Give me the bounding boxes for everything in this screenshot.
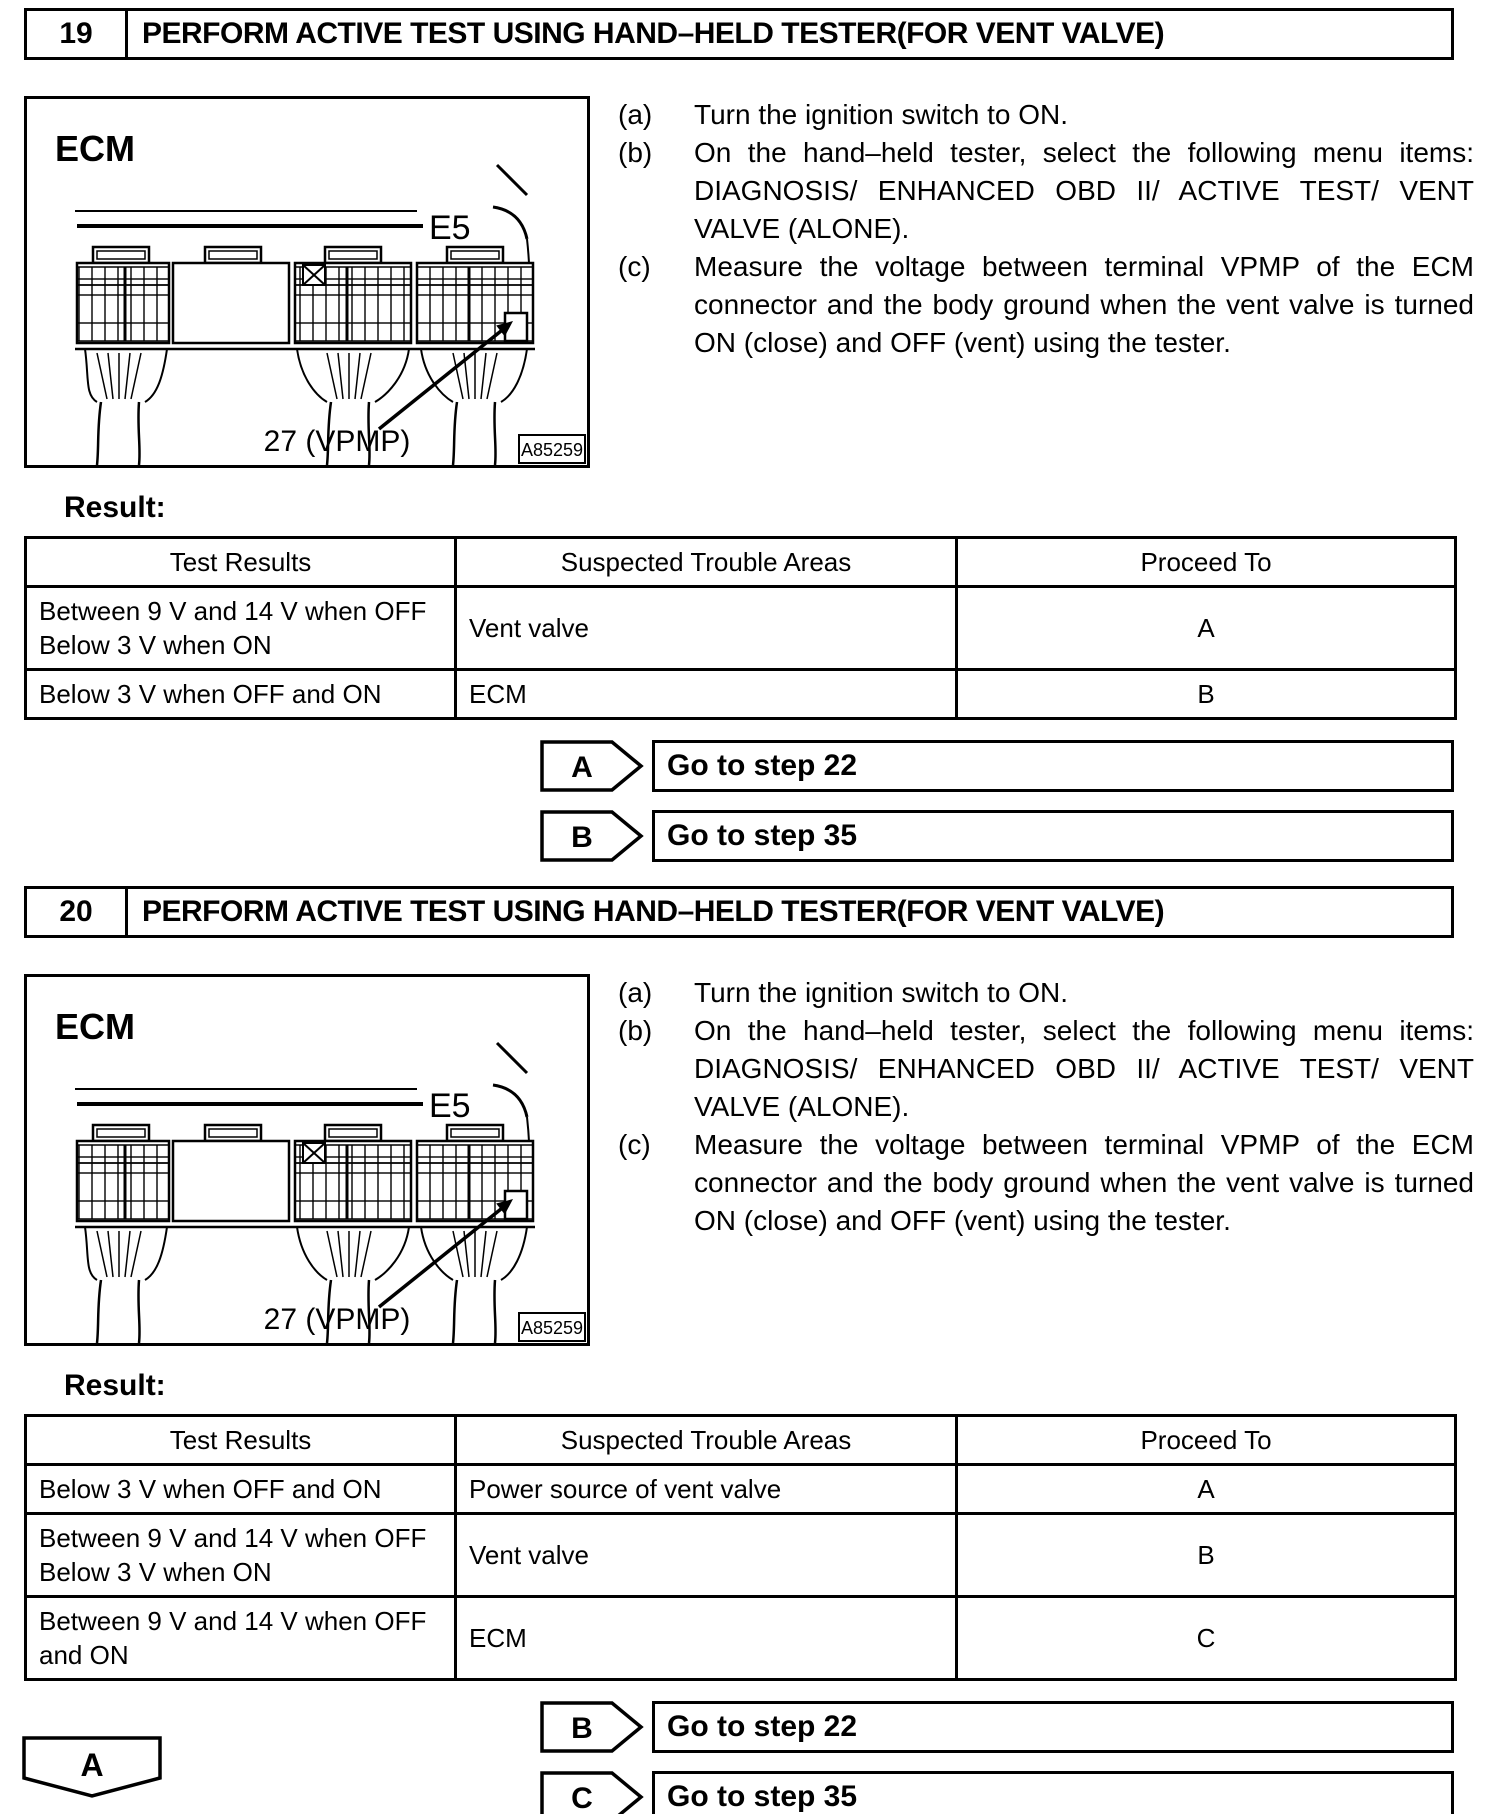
connector-block-3 xyxy=(295,247,411,343)
figure-code: A85259 xyxy=(520,1318,584,1338)
svg-text:A: A xyxy=(571,751,593,784)
proceed-cell: B xyxy=(957,1514,1456,1597)
terminal-label: 27 (VPMP) xyxy=(263,425,411,458)
directive-arrow-shape xyxy=(540,810,644,862)
instruction-list xyxy=(618,96,1474,468)
connector-id-label: E5 xyxy=(429,209,471,247)
step-number: 19 xyxy=(27,11,128,57)
step-title: PERFORM ACTIVE TEST USING HAND–HELD TESTER(FOR VENT VALVE) xyxy=(142,895,1165,928)
col-header-trouble-areas: Suspected Trouble Areas xyxy=(456,538,957,587)
test-result-cell: Below 3 V when OFF and ON xyxy=(26,670,456,719)
directive-row xyxy=(540,1701,1454,1753)
test-result-line: Between 9 V and 14 V when OFF xyxy=(39,596,427,626)
instruction-item: (c) Measure the voltage between terminal VPMP of the ECM connector and the body ground when the vent valve is turned ON (close) and OFF (vent) using the tester. xyxy=(618,1129,1474,1236)
result-heading: Result: xyxy=(64,491,166,524)
table-row xyxy=(26,670,1456,719)
col-header-proceed-to: Proceed To xyxy=(957,1416,1456,1465)
result-table-step-20 xyxy=(24,1414,1457,1681)
directive-arrow-shape xyxy=(540,1771,644,1814)
test-result-cell: Between 9 V and 14 V when OFF and ON xyxy=(26,1597,456,1680)
directive-tag xyxy=(540,810,644,862)
connector-id-label: E5 xyxy=(429,1087,471,1125)
col-header-test-results: Test Results xyxy=(26,538,456,587)
terminal-label: 27 (VPMP) xyxy=(263,1303,411,1336)
directive-row xyxy=(540,810,1454,862)
col-header-test-results: Test Results xyxy=(26,1416,456,1465)
step-20-header xyxy=(24,886,1454,938)
wire-bundle-right xyxy=(421,349,527,465)
ecm-connector-figure xyxy=(27,977,587,1343)
trouble-area-cell: ECM xyxy=(456,670,957,719)
step-20-body xyxy=(24,974,1504,1346)
table-header-row xyxy=(26,1416,1456,1465)
figure-code-box xyxy=(519,1313,585,1341)
directive-text: Go to step 35 xyxy=(652,1771,1454,1814)
col-header-trouble-areas: Suspected Trouble Areas xyxy=(456,1416,957,1465)
test-result-line: Between 9 V and 14 V when OFF xyxy=(39,1523,427,1553)
connector-block-3 xyxy=(295,1125,411,1221)
instruction-item: (a) Turn the ignition switch to ON. xyxy=(618,99,1069,130)
proceed-cell: B xyxy=(957,670,1456,719)
directive-tag xyxy=(540,1701,644,1753)
table-row xyxy=(26,1597,1456,1680)
col-header-proceed-to: Proceed To xyxy=(957,538,1456,587)
trouble-area-cell: Vent valve xyxy=(456,587,957,670)
test-result-cell: Below 3 V when OFF and ON xyxy=(26,1465,456,1514)
connector-block-4 xyxy=(417,1125,533,1221)
proceed-cell: A xyxy=(957,587,1456,670)
directive-row xyxy=(540,740,1454,792)
table-row xyxy=(26,587,1456,670)
connector-block-2 xyxy=(173,247,289,343)
step-number: 20 xyxy=(27,889,128,935)
table-row xyxy=(26,1514,1456,1597)
instruction-list xyxy=(618,974,1474,1346)
connector-block-1 xyxy=(77,1125,169,1221)
step-title: PERFORM ACTIVE TEST USING HAND–HELD TESTER(FOR VENT VALVE) xyxy=(142,17,1165,50)
svg-text:B: B xyxy=(571,821,593,854)
trouble-area-cell: Power source of vent valve xyxy=(456,1465,957,1514)
trouble-area-cell: ECM xyxy=(456,1597,957,1680)
svg-text:B: B xyxy=(571,1712,593,1745)
ecm-diagram xyxy=(24,96,590,468)
wire-bundle-left xyxy=(85,1227,167,1343)
proceed-cell: A xyxy=(957,1465,1456,1514)
svg-text:C: C xyxy=(571,1782,593,1814)
continuation-marker-letter: A xyxy=(80,1747,104,1783)
test-result-line: Below 3 V when ON xyxy=(39,630,272,660)
trouble-area-cell: Vent valve xyxy=(456,1514,957,1597)
step-19-header xyxy=(24,8,1454,60)
directive-text: Go to step 22 xyxy=(652,1701,1454,1753)
continuation-marker xyxy=(22,1736,164,1800)
connector-block-2 xyxy=(173,1125,289,1221)
table-row xyxy=(26,1465,1456,1514)
blocked-terminal-mark xyxy=(303,1143,325,1163)
directive-tag xyxy=(540,1771,644,1814)
result-heading: Result: xyxy=(64,1369,166,1402)
proceed-cell: C xyxy=(957,1597,1456,1680)
connector-block-1 xyxy=(77,247,169,343)
directive-row xyxy=(540,1771,1454,1814)
ecm-connector-figure xyxy=(27,99,587,465)
directive-tag xyxy=(540,740,644,792)
figure-code: A85259 xyxy=(520,440,584,460)
directive-text: Go to step 35 xyxy=(652,810,1454,862)
result-table-step-19 xyxy=(24,536,1457,720)
blocked-terminal-mark xyxy=(303,265,325,285)
ecm-label: ECM xyxy=(55,1006,135,1047)
instruction-item: (b) On the hand–held tester, select the following menu items: DIAGNOSIS/ ENHANCED OBD II/ ACTIVE TEST/ VENT VALVE (ALONE). xyxy=(618,1015,1474,1122)
directive-arrow-shape xyxy=(540,1701,644,1753)
ecm-label: ECM xyxy=(55,128,135,169)
instruction-item: (a) Turn the ignition switch to ON. xyxy=(618,977,1069,1008)
continuation-marker-shape xyxy=(22,1736,164,1800)
directive-arrow-shape xyxy=(540,740,644,792)
wire-bundle-right xyxy=(421,1227,527,1343)
ecm-diagram xyxy=(24,974,590,1346)
instruction-item: (b) On the hand–held tester, select the following menu items: DIAGNOSIS/ ENHANCED OBD II/ ACTIVE TEST/ VENT VALVE (ALONE). xyxy=(618,137,1474,244)
step-19-body xyxy=(24,96,1504,468)
directive-text: Go to step 22 xyxy=(652,740,1454,792)
connector-block-4 xyxy=(417,247,533,343)
instruction-item: (c) Measure the voltage between terminal VPMP of the ECM connector and the body ground when the vent valve is turned ON (close) and OFF (vent) using the tester. xyxy=(618,251,1474,358)
table-header-row xyxy=(26,538,1456,587)
wire-bundle-left xyxy=(85,349,167,465)
figure-code-box xyxy=(519,435,585,463)
test-result-line: Below 3 V when ON xyxy=(39,1557,272,1587)
